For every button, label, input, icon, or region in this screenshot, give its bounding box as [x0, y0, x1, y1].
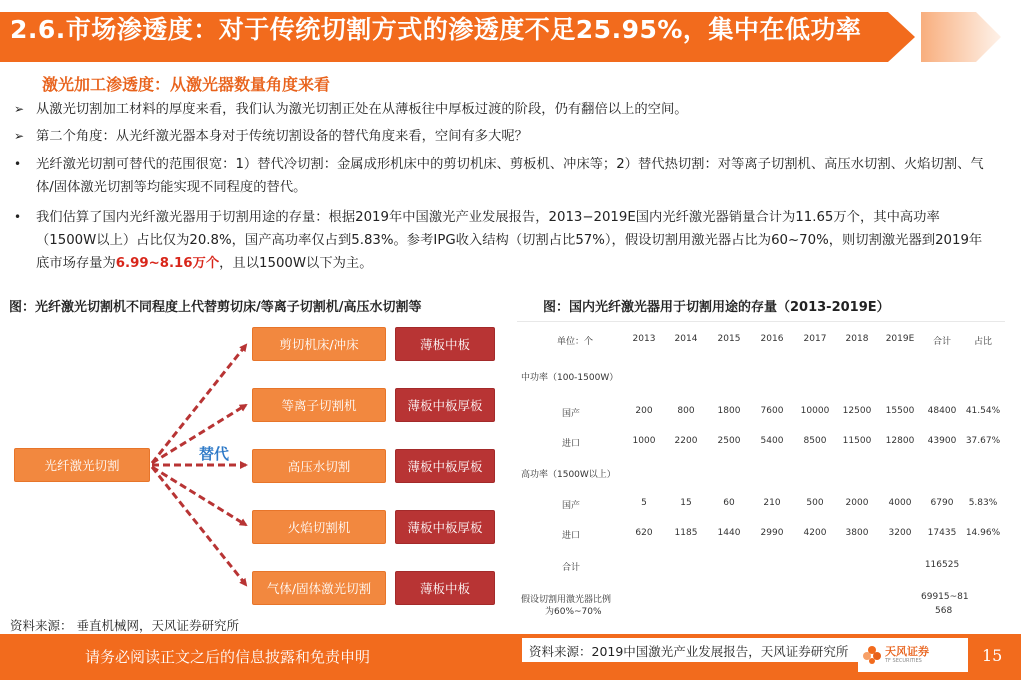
assumption-label-line2: 为60%~70% [545, 607, 602, 617]
table-header-cell: 占比 [973, 337, 993, 347]
table-cell: 800 [677, 406, 695, 416]
table-cell: 1440 [717, 528, 741, 538]
page-title: 2.6.市场渗透度：对于传统切割方式的渗透度不足25.95%，集中在低功率 [10, 15, 862, 44]
bullet-text-main: 我们估算了国内光纤激光器用于切割用途的存量：根据2019年中国激光产业发展报告，2013−2019E国内光纤激光器销量合计为11.65万个，其中高功率（1500W以上）占比仅为20.8%，国产高功率仅占到5.83%。参考IPG收入结构（切割占比57%），假设切割用激光器占比为60~70%，则切割激光器到2019年底市场存量为 [36, 210, 983, 271]
table-header-cell: 2019E [885, 334, 915, 344]
table-cell: 1000 [632, 436, 656, 446]
arrow-to-laser [152, 467, 246, 585]
section-label-high-power: 高功率（1500W以上） [521, 470, 616, 480]
stock-table [517, 321, 1005, 627]
method-node-shear: 剪切机床/冲床 [252, 327, 386, 361]
bullet-text: 光纤激光切割可替代的范围很宽：1）替代冷切割：金属成形机床中的剪切机床、剪板机、冲床等；2）替代热切割：对等离子切割机、高压水切割、火焰切割、气体/固体激光切割等均能实现不同程度的替代。 [36, 157, 984, 195]
table-cell: 17435 [927, 528, 957, 538]
left-figure-caption: 图：光纤激光切割机不同程度上代替剪切床/等离子切割机/高压水切割等 [9, 300, 422, 315]
method-node-plasma: 等离子切割机 [252, 388, 386, 422]
table-cell: 210 [763, 498, 781, 508]
bullet-text-tail: ，且以1500W以下为主。 [219, 256, 373, 271]
section-label-mid-power: 中功率（100-1500W） [521, 373, 619, 383]
table-cell: 1800 [717, 406, 741, 416]
tf-flower-icon [862, 645, 882, 665]
table-header-cell: 合计 [932, 337, 952, 347]
arrow-bullet-icon: ➢ [14, 129, 25, 143]
table-header-cell: 单位：个 [556, 337, 594, 347]
table-cell: 15500 [885, 406, 915, 416]
table-cell: 620 [635, 528, 653, 538]
table-cell: 12500 [842, 406, 872, 416]
bullet-text: 从激光切割加工材料的厚度来看，我们认为激光切割正处在从薄板往中厚板过渡的阶段，仍有翻倍以上的空间。 [36, 102, 688, 117]
table-cell: 15 [680, 498, 692, 508]
dot-bullet-icon: • [14, 210, 22, 224]
range-node-flame: 薄板中板厚板 [395, 510, 495, 544]
method-node-flame: 火焰切割机 [252, 510, 386, 544]
table-cell: 11500 [842, 436, 872, 446]
left-figure-source: 资料来源： 垂直机械网，天风证券研究所 [10, 618, 239, 633]
dot-bullet-icon: • [14, 157, 22, 171]
table-cell: 2990 [760, 528, 784, 538]
table-cell: 3800 [845, 528, 869, 538]
table-cell: 14.96% [965, 528, 1001, 538]
range-node-shear: 薄板中板 [395, 327, 495, 361]
row-label: 国产 [561, 501, 581, 511]
table-cell: 500 [806, 498, 824, 508]
method-node-waterjet: 高压水切割 [252, 449, 386, 483]
company-logo [858, 638, 968, 672]
table-cell: 48400 [927, 406, 957, 416]
table-header-cell: 2013 [632, 334, 656, 344]
table-header-cell: 2017 [803, 334, 827, 344]
table-cell: 4200 [803, 528, 827, 538]
assumption-value-line1: 69915~81 [921, 592, 969, 602]
table-cell: 2000 [845, 498, 869, 508]
logo-name: 天风证券 [885, 644, 929, 658]
table-cell: 5400 [760, 436, 784, 446]
table-cell: 2500 [717, 436, 741, 446]
table-cell: 60 [723, 498, 735, 508]
table-cell: 41.54% [965, 406, 1001, 416]
substitution-label: 替代 [199, 445, 230, 463]
table-header-cell: 2014 [674, 334, 698, 344]
table-cell: 8500 [803, 436, 827, 446]
table-cell: 10000 [800, 406, 830, 416]
total-value: 116525 [924, 560, 960, 570]
logo-subtitle: TF SECURITIES [885, 657, 922, 664]
table-cell: 5 [641, 498, 647, 508]
right-figure-caption: 图：国内光纤激光器用于切割用途的存量（2013-2019E） [543, 300, 890, 315]
table-header-cell: 2018 [845, 334, 869, 344]
table-cell: 3200 [888, 528, 912, 538]
total-label: 合计 [561, 563, 581, 573]
disclaimer-link[interactable]: 请务必阅读正文之后的信息披露和免责申明 [85, 648, 371, 666]
range-node-plasma: 薄板中板厚板 [395, 388, 495, 422]
section-subtitle: 激光加工渗透度：从激光器数量角度来看 [42, 75, 331, 94]
table-cell: 4000 [888, 498, 912, 508]
table-cell: 1185 [674, 528, 698, 538]
range-node-waterjet: 薄板中板厚板 [395, 449, 495, 483]
row-label: 进口 [561, 439, 581, 449]
highlight-value: 6.99~8.16万个 [115, 256, 220, 271]
page-number: 15 [982, 646, 1003, 665]
row-label: 进口 [561, 531, 581, 541]
method-node-gas-solid-laser: 气体/固体激光切割 [252, 571, 386, 605]
table-cell: 43900 [927, 436, 957, 446]
range-node-gas-solid-laser: 薄板中板 [395, 571, 495, 605]
table-cell: 2200 [674, 436, 698, 446]
table-header-cell: 2015 [717, 334, 741, 344]
table-cell: 7600 [760, 406, 784, 416]
fiber-laser-cutting-node: 光纤激光切割 [14, 448, 150, 482]
arrow-to-flame [152, 467, 246, 525]
right-figure-source: 资料来源：2019中国激光产业发展报告，天风证券研究所 [529, 644, 849, 659]
table-cell: 12800 [885, 436, 915, 446]
table-cell: 6790 [930, 498, 954, 508]
row-label: 国产 [561, 409, 581, 419]
bullet-text: 第二个角度：从光纤激光器本身对于传统切割设备的替代角度来看，空间有多大呢？ [36, 129, 528, 144]
table-cell: 5.83% [968, 498, 998, 508]
assumption-value-line2: 568 [935, 606, 953, 616]
table-cell: 37.67% [965, 436, 1001, 446]
arrow-bullet-icon: ➢ [14, 102, 25, 116]
assumption-label-line1: 假设切割用激光器比例 [521, 595, 612, 605]
table-cell: 200 [635, 406, 653, 416]
table-header-cell: 2016 [760, 334, 784, 344]
